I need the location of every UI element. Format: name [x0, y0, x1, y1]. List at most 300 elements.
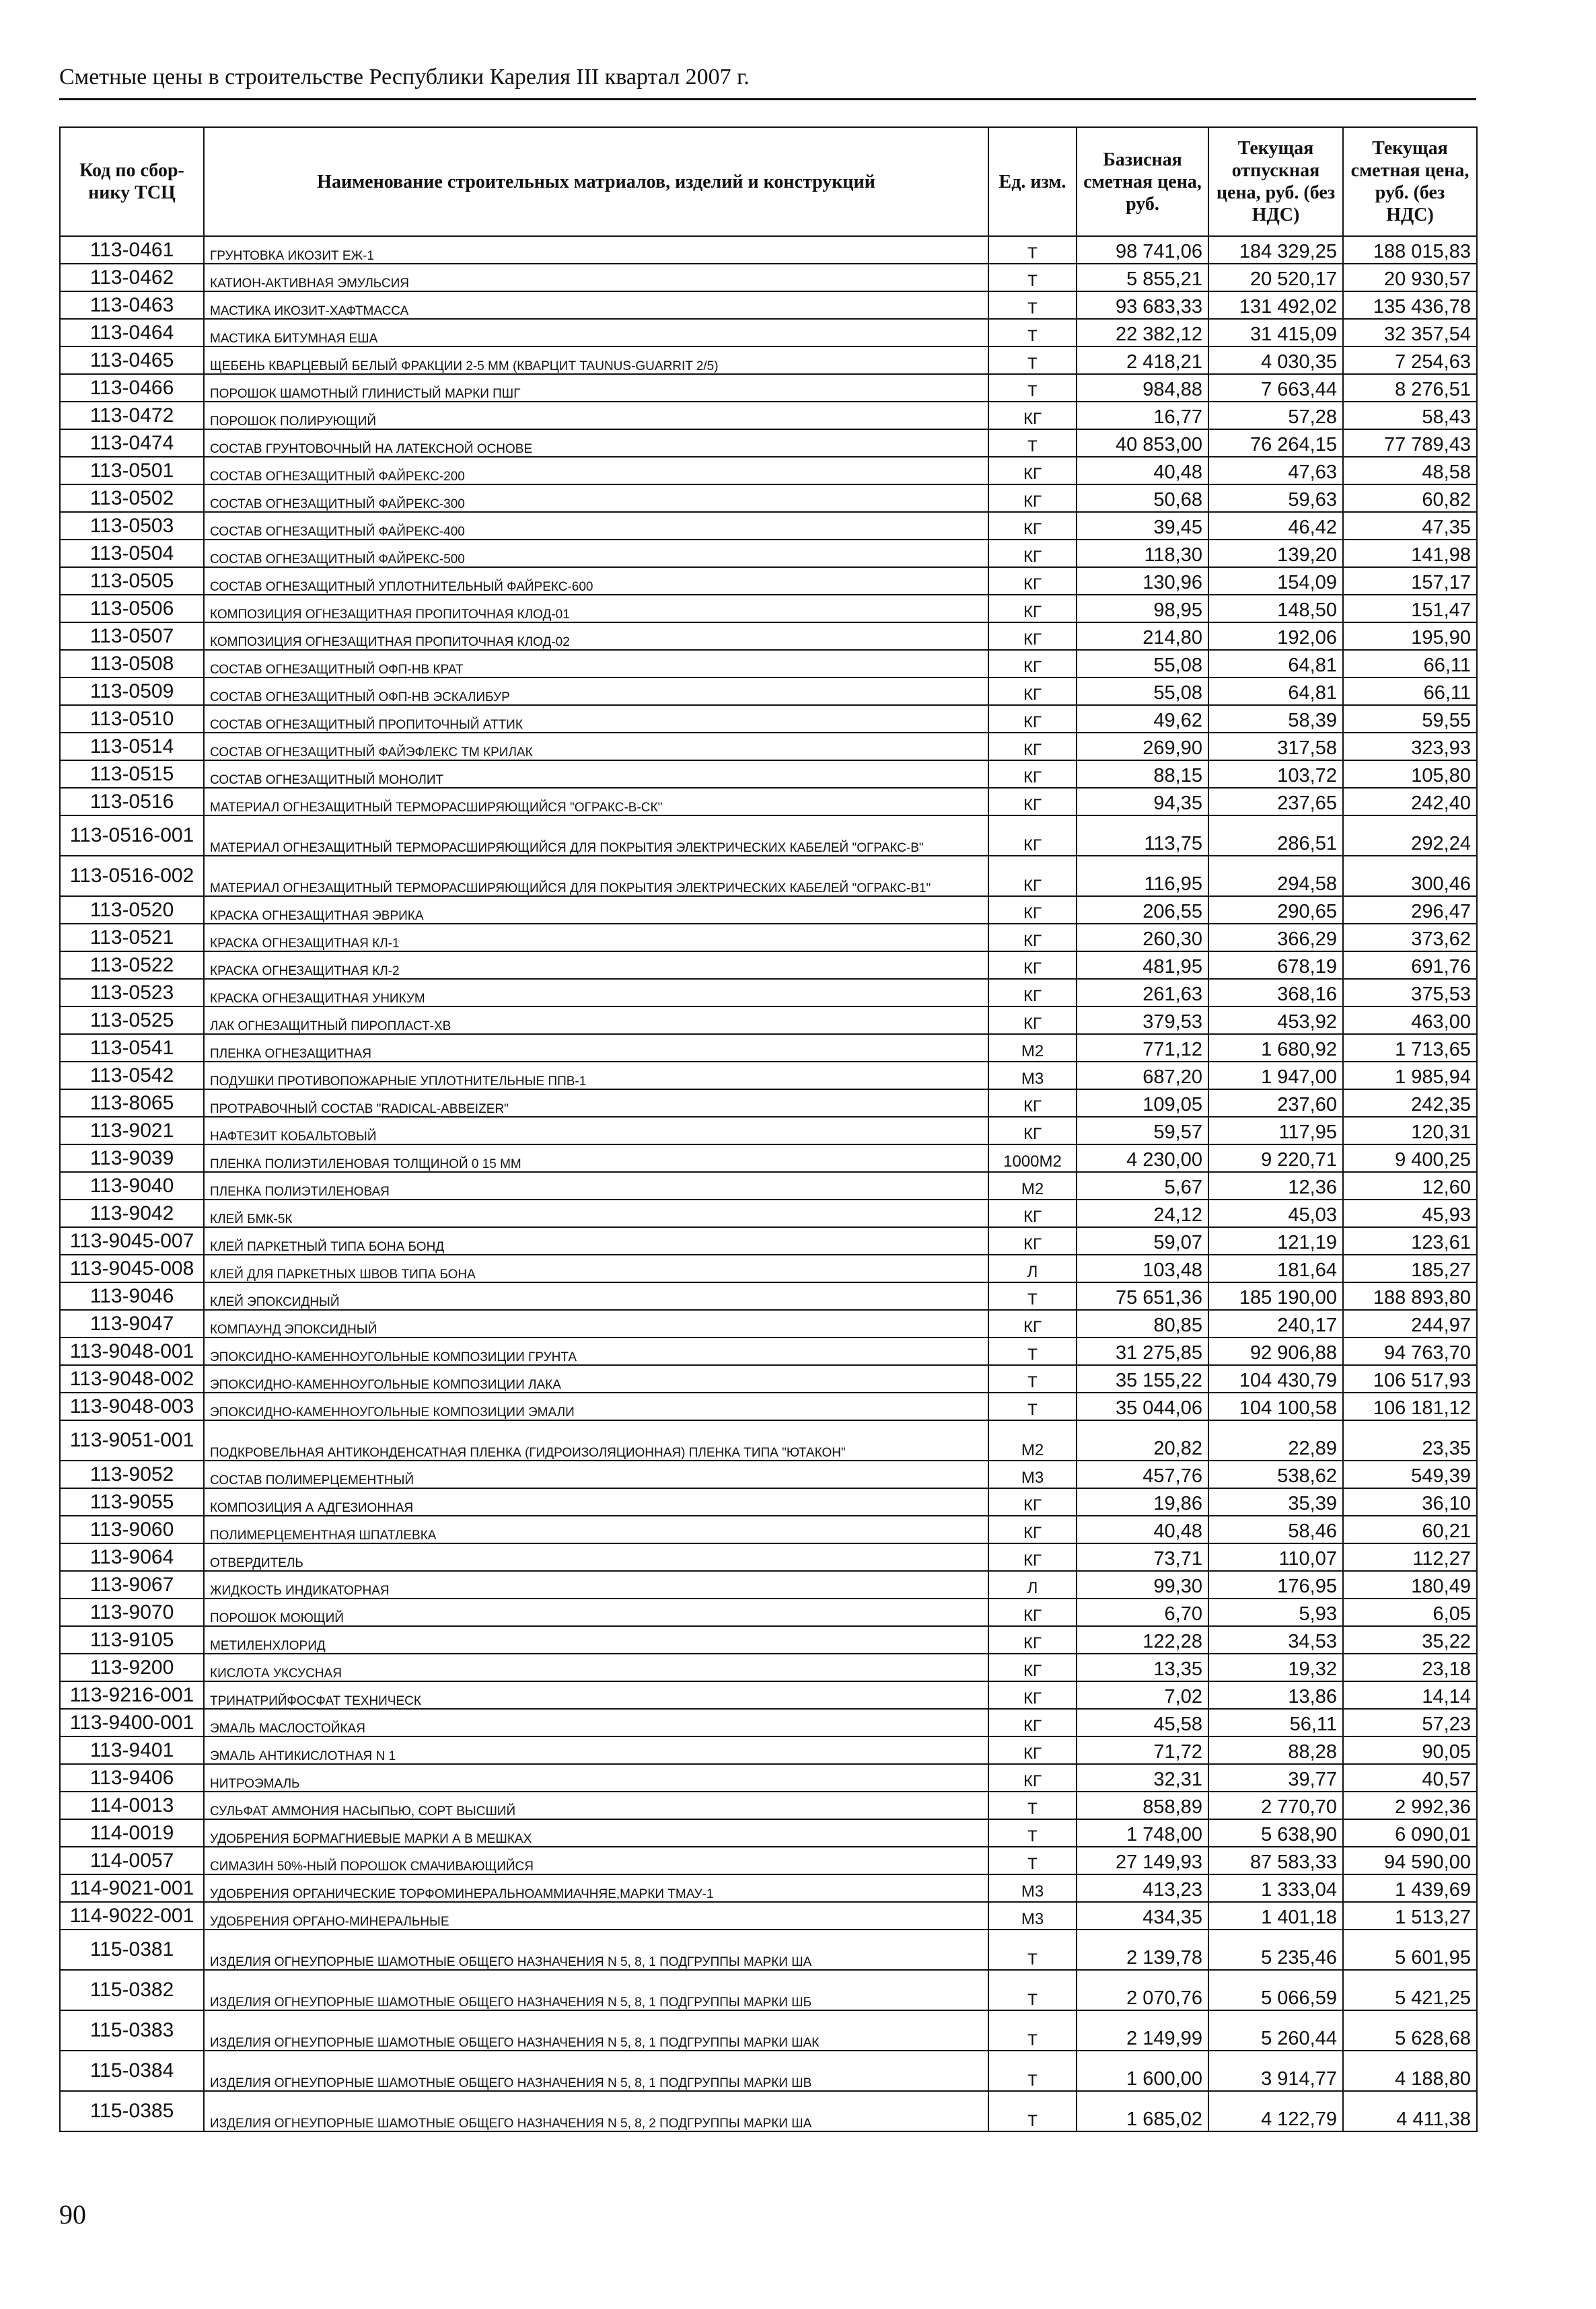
estimate-price-cell: 188 893,80 — [1343, 1282, 1477, 1310]
estimate-price-cell: 1 985,94 — [1343, 1062, 1477, 1089]
table-row — [60, 2091, 1477, 2131]
code-cell: 113-0505 — [60, 567, 204, 595]
unit-cell: КГ — [988, 1310, 1077, 1337]
code-cell: 113-9200 — [60, 1654, 204, 1681]
base-price-cell: 481,95 — [1077, 951, 1208, 979]
unit-cell: КГ — [988, 1626, 1077, 1654]
estimate-price-cell: 20 930,57 — [1343, 264, 1477, 291]
estimate-price-cell: 135 436,78 — [1343, 291, 1477, 319]
base-price-cell: 45,58 — [1077, 1709, 1208, 1736]
material-name-cell: СОСТАВ ОГНЕЗАЩИТНЫЙ ФАЙРЕКС-200 — [204, 457, 988, 484]
table-row — [60, 1310, 1477, 1337]
code-cell: 113-9060 — [60, 1516, 204, 1543]
table-row — [60, 896, 1477, 924]
table-row — [60, 1461, 1477, 1488]
base-price-cell: 116,95 — [1077, 856, 1208, 896]
material-name-cell: СОСТАВ ОГНЕЗАЩИТНЫЙ УПЛОТНИТЕЛЬНЫЙ ФАЙРЕКС-600 — [204, 567, 988, 595]
estimate-price-cell: 373,62 — [1343, 924, 1477, 951]
estimate-price-cell: 90,05 — [1343, 1736, 1477, 1764]
unit-cell: КГ — [988, 979, 1077, 1006]
table-row — [60, 1488, 1477, 1516]
table-row — [60, 402, 1477, 429]
estimate-price-cell: 323,93 — [1343, 733, 1477, 760]
release-price-cell: 103,72 — [1208, 760, 1343, 788]
column-header-release-price: Текущая отпускная цена, руб. (без НДС) — [1208, 127, 1343, 236]
code-cell: 113-0472 — [60, 402, 204, 429]
release-price-cell: 181,64 — [1208, 1255, 1343, 1282]
release-price-cell: 9 220,71 — [1208, 1144, 1343, 1172]
estimate-price-cell: 123,61 — [1343, 1227, 1477, 1255]
release-price-cell: 46,42 — [1208, 512, 1343, 540]
code-cell: 113-9105 — [60, 1626, 204, 1654]
release-price-cell: 59,63 — [1208, 484, 1343, 512]
table-row — [60, 291, 1477, 319]
code-cell: 113-0465 — [60, 346, 204, 374]
material-name-cell: КРАСКА ОГНЕЗАЩИТНАЯ УНИКУМ — [204, 979, 988, 1006]
base-price-cell: 260,30 — [1077, 924, 1208, 951]
release-price-cell: 1 947,00 — [1208, 1062, 1343, 1089]
unit-cell: КГ — [988, 815, 1077, 856]
release-price-cell: 58,46 — [1208, 1516, 1343, 1543]
unit-cell: Т — [988, 346, 1077, 374]
table-row — [60, 374, 1477, 402]
code-cell: 113-9040 — [60, 1172, 204, 1200]
base-price-cell: 55,08 — [1077, 677, 1208, 705]
material-name-cell: МАТЕРИАЛ ОГНЕЗАЩИТНЫЙ ТЕРМОРАСШИРЯЮЩИЙСЯ "ОГРАКС-В-СК" — [204, 788, 988, 815]
material-name-cell: НИТРОЭМАЛЬ — [204, 1764, 988, 1792]
estimate-price-cell: 1 439,69 — [1343, 1874, 1477, 1902]
code-cell: 113-9045-007 — [60, 1227, 204, 1255]
unit-cell: КГ — [988, 1488, 1077, 1516]
table-row — [60, 1764, 1477, 1792]
unit-cell: Т — [988, 1337, 1077, 1365]
estimate-price-cell: 242,40 — [1343, 788, 1477, 815]
release-price-cell: 4 122,79 — [1208, 2091, 1343, 2131]
header-divider — [59, 98, 1476, 100]
table-header — [60, 127, 1477, 236]
base-price-cell: 39,45 — [1077, 512, 1208, 540]
estimate-price-cell: 35,22 — [1343, 1626, 1477, 1654]
base-price-cell: 771,12 — [1077, 1034, 1208, 1062]
material-name-cell: СИМАЗИН 50%-НЫЙ ПОРОШОК СМАЧИВАЮЩИЙСЯ — [204, 1847, 988, 1874]
table-row — [60, 1874, 1477, 1902]
code-cell: 113-9042 — [60, 1200, 204, 1227]
estimate-price-cell: 23,35 — [1343, 1420, 1477, 1461]
estimate-price-cell: 94 763,70 — [1343, 1337, 1477, 1365]
unit-cell: М2 — [988, 1034, 1077, 1062]
estimate-price-cell: 60,21 — [1343, 1516, 1477, 1543]
table-row — [60, 815, 1477, 856]
material-name-cell: СОСТАВ ОГНЕЗАЩИТНЫЙ ФАЙЭФЛЕКС ТМ КРИЛАК — [204, 733, 988, 760]
unit-cell: Т — [988, 374, 1077, 402]
table-row — [60, 457, 1477, 484]
table-row — [60, 1255, 1477, 1282]
table-row — [60, 1902, 1477, 1930]
base-price-cell: 75 651,36 — [1077, 1282, 1208, 1310]
unit-cell: КГ — [988, 595, 1077, 622]
material-name-cell: КЛЕЙ ПАРКЕТНЫЙ ТИПА БОНА БОНД — [204, 1227, 988, 1255]
code-cell: 113-9067 — [60, 1571, 204, 1599]
estimate-price-cell: 6,05 — [1343, 1599, 1477, 1626]
release-price-cell: 13,86 — [1208, 1681, 1343, 1709]
material-name-cell: СОСТАВ ОГНЕЗАЩИТНЫЙ ФАЙРЕКС-500 — [204, 540, 988, 567]
release-price-cell: 57,28 — [1208, 402, 1343, 429]
code-cell: 113-0521 — [60, 924, 204, 951]
base-price-cell: 1 685,02 — [1077, 2091, 1208, 2131]
code-cell: 114-0019 — [60, 1819, 204, 1847]
base-price-cell: 88,15 — [1077, 760, 1208, 788]
material-name-cell: ПРОТРАВОЧНЫЙ СОСТАВ "RADICAL-ABBEIZER" — [204, 1089, 988, 1117]
base-price-cell: 20,82 — [1077, 1420, 1208, 1461]
estimate-price-cell: 59,55 — [1343, 705, 1477, 733]
release-price-cell: 154,09 — [1208, 567, 1343, 595]
table-row — [60, 1599, 1477, 1626]
unit-cell: Т — [988, 236, 1077, 264]
estimate-price-cell: 4 188,80 — [1343, 2051, 1477, 2091]
unit-cell: КГ — [988, 733, 1077, 760]
unit-cell: КГ — [988, 1089, 1077, 1117]
base-price-cell: 434,35 — [1077, 1902, 1208, 1930]
release-price-cell: 34,53 — [1208, 1626, 1343, 1654]
unit-cell: М3 — [988, 1874, 1077, 1902]
estimate-price-cell: 48,58 — [1343, 457, 1477, 484]
release-price-cell: 3 914,77 — [1208, 2051, 1343, 2091]
estimate-price-cell: 691,76 — [1343, 951, 1477, 979]
base-price-cell: 261,63 — [1077, 979, 1208, 1006]
release-price-cell: 192,06 — [1208, 622, 1343, 650]
material-name-cell: МАСТИКА ИКОЗИТ-ХАФТМАССА — [204, 291, 988, 319]
page-header-title: Сметные цены в строительстве Республики Карелия III квартал 2007 г. — [59, 65, 750, 89]
base-price-cell: 130,96 — [1077, 567, 1208, 595]
release-price-cell: 1 333,04 — [1208, 1874, 1343, 1902]
code-cell: 113-0541 — [60, 1034, 204, 1062]
table-row — [60, 650, 1477, 677]
unit-cell: КГ — [988, 650, 1077, 677]
base-price-cell: 269,90 — [1077, 733, 1208, 760]
base-price-cell: 103,48 — [1077, 1255, 1208, 1282]
unit-cell: Т — [988, 264, 1077, 291]
code-cell: 113-0542 — [60, 1062, 204, 1089]
release-price-cell: 317,58 — [1208, 733, 1343, 760]
release-price-cell: 4 030,35 — [1208, 346, 1343, 374]
material-name-cell: ЖИДКОСТЬ ИНДИКАТОРНАЯ — [204, 1571, 988, 1599]
unit-cell: Т — [988, 2010, 1077, 2051]
release-price-cell: 117,95 — [1208, 1117, 1343, 1144]
estimate-price-cell: 12,60 — [1343, 1172, 1477, 1200]
table-row — [60, 622, 1477, 650]
base-price-cell: 99,30 — [1077, 1571, 1208, 1599]
unit-cell: Л — [988, 1571, 1077, 1599]
unit-cell: Т — [988, 1792, 1077, 1819]
release-price-cell: 453,92 — [1208, 1006, 1343, 1034]
code-cell: 113-0523 — [60, 979, 204, 1006]
release-price-cell: 139,20 — [1208, 540, 1343, 567]
estimate-price-cell: 141,98 — [1343, 540, 1477, 567]
table-body — [60, 236, 1477, 2131]
table-row — [60, 319, 1477, 346]
code-cell: 113-0522 — [60, 951, 204, 979]
release-price-cell: 240,17 — [1208, 1310, 1343, 1337]
material-name-cell: КАТИОН-АКТИВНАЯ ЭМУЛЬСИЯ — [204, 264, 988, 291]
code-cell: 113-0520 — [60, 896, 204, 924]
code-cell: 113-9048-001 — [60, 1337, 204, 1365]
material-name-cell: ИЗДЕЛИЯ ОГНЕУПОРНЫЕ ШАМОТНЫЕ ОБЩЕГО НАЗНАЧЕНИЯ N 5, 8, 1 ПОДГРУППЫ МАРКИ ШВ — [204, 2051, 988, 2091]
estimate-price-cell: 14,14 — [1343, 1681, 1477, 1709]
table-row — [60, 1736, 1477, 1764]
estimate-price-cell: 185,27 — [1343, 1255, 1477, 1282]
base-price-cell: 5,67 — [1077, 1172, 1208, 1200]
base-price-cell: 40,48 — [1077, 457, 1208, 484]
table-row — [60, 595, 1477, 622]
release-price-cell: 290,65 — [1208, 896, 1343, 924]
estimate-price-cell: 57,23 — [1343, 1709, 1477, 1736]
code-cell: 114-0057 — [60, 1847, 204, 1874]
table-row — [60, 1200, 1477, 1227]
code-cell: 113-0516 — [60, 788, 204, 815]
unit-cell: КГ — [988, 705, 1077, 733]
code-cell: 113-9039 — [60, 1144, 204, 1172]
table-row — [60, 346, 1477, 374]
code-cell: 113-0507 — [60, 622, 204, 650]
table-row — [60, 1516, 1477, 1543]
table-row — [60, 1227, 1477, 1255]
base-price-cell: 13,35 — [1077, 1654, 1208, 1681]
release-price-cell: 121,19 — [1208, 1227, 1343, 1255]
material-name-cell: СОСТАВ ОГНЕЗАЩИТНЫЙ ФАЙРЕКС-300 — [204, 484, 988, 512]
release-price-cell: 104 430,79 — [1208, 1365, 1343, 1393]
table-row — [60, 1089, 1477, 1117]
estimate-price-cell: 36,10 — [1343, 1488, 1477, 1516]
unit-cell: КГ — [988, 1709, 1077, 1736]
code-cell: 113-9070 — [60, 1599, 204, 1626]
base-price-cell: 19,86 — [1077, 1488, 1208, 1516]
code-cell: 113-9048-002 — [60, 1365, 204, 1393]
estimate-price-cell: 5 421,25 — [1343, 1970, 1477, 2010]
estimate-price-cell: 9 400,25 — [1343, 1144, 1477, 1172]
unit-cell: КГ — [988, 512, 1077, 540]
base-price-cell: 50,68 — [1077, 484, 1208, 512]
unit-cell: М3 — [988, 1902, 1077, 1930]
unit-cell: Т — [988, 2051, 1077, 2091]
release-price-cell: 185 190,00 — [1208, 1282, 1343, 1310]
release-price-cell: 47,63 — [1208, 457, 1343, 484]
base-price-cell: 49,62 — [1077, 705, 1208, 733]
price-table — [59, 126, 1478, 2132]
column-header-base-price: Базисная сметная цена, руб. — [1077, 127, 1208, 236]
code-cell: 113-0510 — [60, 705, 204, 733]
table-row — [60, 512, 1477, 540]
material-name-cell: КОМПОЗИЦИЯ А АДГЕЗИОННАЯ — [204, 1488, 988, 1516]
estimate-price-cell: 375,53 — [1343, 979, 1477, 1006]
base-price-cell: 109,05 — [1077, 1089, 1208, 1117]
unit-cell: КГ — [988, 1117, 1077, 1144]
estimate-price-cell: 7 254,63 — [1343, 346, 1477, 374]
base-price-cell: 40,48 — [1077, 1516, 1208, 1543]
table-row — [60, 1571, 1477, 1599]
code-cell: 113-9047 — [60, 1310, 204, 1337]
estimate-price-cell: 105,80 — [1343, 760, 1477, 788]
estimate-price-cell: 296,47 — [1343, 896, 1477, 924]
material-name-cell: ПОРОШОК ПОЛИРУЮЩИЙ — [204, 402, 988, 429]
material-name-cell: КРАСКА ОГНЕЗАЩИТНАЯ ЭВРИКА — [204, 896, 988, 924]
release-price-cell: 368,16 — [1208, 979, 1343, 1006]
base-price-cell: 59,07 — [1077, 1227, 1208, 1255]
unit-cell: КГ — [988, 951, 1077, 979]
release-price-cell: 131 492,02 — [1208, 291, 1343, 319]
material-name-cell: ПОЛИМЕРЦЕМЕНТНАЯ ШПАТЛЕВКА — [204, 1516, 988, 1543]
unit-cell: КГ — [988, 1200, 1077, 1227]
material-name-cell: КОМПОЗИЦИЯ ОГНЕЗАЩИТНАЯ ПРОПИТОЧНАЯ КЛОД-02 — [204, 622, 988, 650]
release-price-cell: 19,32 — [1208, 1654, 1343, 1681]
code-cell: 113-9400-001 — [60, 1709, 204, 1736]
code-cell: 113-0461 — [60, 236, 204, 264]
material-name-cell: КРАСКА ОГНЕЗАЩИТНАЯ КЛ-1 — [204, 924, 988, 951]
table-row — [60, 1144, 1477, 1172]
material-name-cell: ИЗДЕЛИЯ ОГНЕУПОРНЫЕ ШАМОТНЫЕ ОБЩЕГО НАЗНАЧЕНИЯ N 5, 8, 1 ПОДГРУППЫ МАРКИ ШБ — [204, 1970, 988, 2010]
material-name-cell: КИСЛОТА УКСУСНАЯ — [204, 1654, 988, 1681]
table-row — [60, 1626, 1477, 1654]
material-name-cell: СОСТАВ ГРУНТОВОЧНЫЙ НА ЛАТЕКСНОЙ ОСНОВЕ — [204, 429, 988, 457]
material-name-cell: КОМПАУНД ЭПОКСИДНЫЙ — [204, 1310, 988, 1337]
material-name-cell: МЕТИЛЕНХЛОРИД — [204, 1626, 988, 1654]
estimate-price-cell: 6 090,01 — [1343, 1819, 1477, 1847]
unit-cell: КГ — [988, 760, 1077, 788]
unit-cell: Т — [988, 2091, 1077, 2131]
column-header-code: Код по сбор-нику ТСЦ — [60, 127, 204, 236]
table-row — [60, 1970, 1477, 2010]
code-cell: 113-0464 — [60, 319, 204, 346]
base-price-cell: 55,08 — [1077, 650, 1208, 677]
unit-cell: КГ — [988, 540, 1077, 567]
release-price-cell: 1 401,18 — [1208, 1902, 1343, 1930]
estimate-price-cell: 60,82 — [1343, 484, 1477, 512]
material-name-cell: СОСТАВ ОГНЕЗАЩИТНЫЙ МОНОЛИТ — [204, 760, 988, 788]
material-name-cell: ЭПОКСИДНО-КАМЕННОУГОЛЬНЫЕ КОМПОЗИЦИИ ЭМАЛИ — [204, 1393, 988, 1420]
material-name-cell: ЩЕБЕНЬ КВАРЦЕВЫЙ БЕЛЫЙ ФРАКЦИИ 2-5 ММ (КВАРЦИТ TAUNUS-GUARRIT 2/5) — [204, 346, 988, 374]
base-price-cell: 118,30 — [1077, 540, 1208, 567]
base-price-cell: 93 683,33 — [1077, 291, 1208, 319]
estimate-price-cell: 77 789,43 — [1343, 429, 1477, 457]
estimate-price-cell: 1 513,27 — [1343, 1902, 1477, 1930]
release-price-cell: 148,50 — [1208, 595, 1343, 622]
table-row — [60, 540, 1477, 567]
base-price-cell: 687,20 — [1077, 1062, 1208, 1089]
code-cell: 113-0516-002 — [60, 856, 204, 896]
release-price-cell: 31 415,09 — [1208, 319, 1343, 346]
base-price-cell: 98 741,06 — [1077, 236, 1208, 264]
release-price-cell: 366,29 — [1208, 924, 1343, 951]
code-cell: 113-9216-001 — [60, 1681, 204, 1709]
unit-cell: КГ — [988, 1543, 1077, 1571]
release-price-cell: 5 235,46 — [1208, 1930, 1343, 1970]
material-name-cell: СУЛЬФАТ АММОНИЯ НАСЫПЬЮ, СОРТ ВЫСШИЙ — [204, 1792, 988, 1819]
unit-cell: Т — [988, 1970, 1077, 2010]
estimate-price-cell: 45,93 — [1343, 1200, 1477, 1227]
estimate-price-cell: 5 628,68 — [1343, 2010, 1477, 2051]
code-cell: 113-9401 — [60, 1736, 204, 1764]
table-row — [60, 951, 1477, 979]
release-price-cell: 5 066,59 — [1208, 1970, 1343, 2010]
estimate-price-cell: 47,35 — [1343, 512, 1477, 540]
material-name-cell: ОТВЕРДИТЕЛЬ — [204, 1543, 988, 1571]
unit-cell: Т — [988, 429, 1077, 457]
unit-cell: КГ — [988, 1681, 1077, 1709]
base-price-cell: 4 230,00 — [1077, 1144, 1208, 1172]
code-cell: 113-0504 — [60, 540, 204, 567]
base-price-cell: 457,76 — [1077, 1461, 1208, 1488]
base-price-cell: 2 149,99 — [1077, 2010, 1208, 2051]
code-cell: 113-9048-003 — [60, 1393, 204, 1420]
unit-cell: Т — [988, 1930, 1077, 1970]
unit-cell: КГ — [988, 856, 1077, 896]
code-cell: 113-9052 — [60, 1461, 204, 1488]
code-cell: 113-0474 — [60, 429, 204, 457]
material-name-cell: УДОБРЕНИЯ БОРМАГНИЕВЫЕ МАРКИ А В МЕШКАХ — [204, 1819, 988, 1847]
estimate-price-cell: 4 411,38 — [1343, 2091, 1477, 2131]
release-price-cell: 22,89 — [1208, 1420, 1343, 1461]
code-cell: 114-9022-001 — [60, 1902, 204, 1930]
base-price-cell: 16,77 — [1077, 402, 1208, 429]
material-name-cell: ИЗДЕЛИЯ ОГНЕУПОРНЫЕ ШАМОТНЫЕ ОБЩЕГО НАЗНАЧЕНИЯ N 5, 8, 1 ПОДГРУППЫ МАРКИ ШАК — [204, 2010, 988, 2051]
table-row — [60, 567, 1477, 595]
unit-cell: М3 — [988, 1461, 1077, 1488]
estimate-price-cell: 106 517,93 — [1343, 1365, 1477, 1393]
release-price-cell: 538,62 — [1208, 1461, 1343, 1488]
base-price-cell: 113,75 — [1077, 815, 1208, 856]
material-name-cell: СОСТАВ ОГНЕЗАЩИТНЫЙ ОФП-НВ ЭСКАЛИБУР — [204, 677, 988, 705]
release-price-cell: 678,19 — [1208, 951, 1343, 979]
code-cell: 113-8065 — [60, 1089, 204, 1117]
material-name-cell: ГРУНТОВКА ИКОЗИТ ЕЖ-1 — [204, 236, 988, 264]
table-row — [60, 856, 1477, 896]
table-row — [60, 1420, 1477, 1461]
estimate-price-cell: 23,18 — [1343, 1654, 1477, 1681]
code-cell: 113-0515 — [60, 760, 204, 788]
code-cell: 113-0502 — [60, 484, 204, 512]
code-cell: 113-0466 — [60, 374, 204, 402]
base-price-cell: 7,02 — [1077, 1681, 1208, 1709]
release-price-cell: 294,58 — [1208, 856, 1343, 896]
code-cell: 115-0383 — [60, 2010, 204, 2051]
base-price-cell: 35 044,06 — [1077, 1393, 1208, 1420]
code-cell: 113-0508 — [60, 650, 204, 677]
code-cell: 115-0382 — [60, 1970, 204, 2010]
table-row — [60, 1819, 1477, 1847]
material-name-cell: ПОРОШОК МОЮЩИЙ — [204, 1599, 988, 1626]
release-price-cell: 237,65 — [1208, 788, 1343, 815]
unit-cell: КГ — [988, 1599, 1077, 1626]
estimate-price-cell: 2 992,36 — [1343, 1792, 1477, 1819]
code-cell: 113-0516-001 — [60, 815, 204, 856]
unit-cell: КГ — [988, 484, 1077, 512]
release-price-cell: 12,36 — [1208, 1172, 1343, 1200]
material-name-cell: ПОДКРОВЕЛЬНАЯ АНТИКОНДЕНСАТНАЯ ПЛЕНКА (ГИДРОИЗОЛЯЦИОННАЯ) ПЛЕНКА ТИПА "ЮТАКОН" — [204, 1420, 988, 1461]
release-price-cell: 7 663,44 — [1208, 374, 1343, 402]
table-row — [60, 236, 1477, 264]
base-price-cell: 59,57 — [1077, 1117, 1208, 1144]
table-row — [60, 924, 1477, 951]
base-price-cell: 31 275,85 — [1077, 1337, 1208, 1365]
table-row — [60, 760, 1477, 788]
release-price-cell: 92 906,88 — [1208, 1337, 1343, 1365]
code-cell: 114-0013 — [60, 1792, 204, 1819]
unit-cell: Т — [988, 1393, 1077, 1420]
estimate-price-cell: 66,11 — [1343, 650, 1477, 677]
column-header-name: Наименование строительных матриалов, изделий и конструкций — [204, 127, 988, 236]
material-name-cell: МАСТИКА БИТУМНАЯ ЕША — [204, 319, 988, 346]
code-cell: 113-0506 — [60, 595, 204, 622]
unit-cell: М2 — [988, 1420, 1077, 1461]
